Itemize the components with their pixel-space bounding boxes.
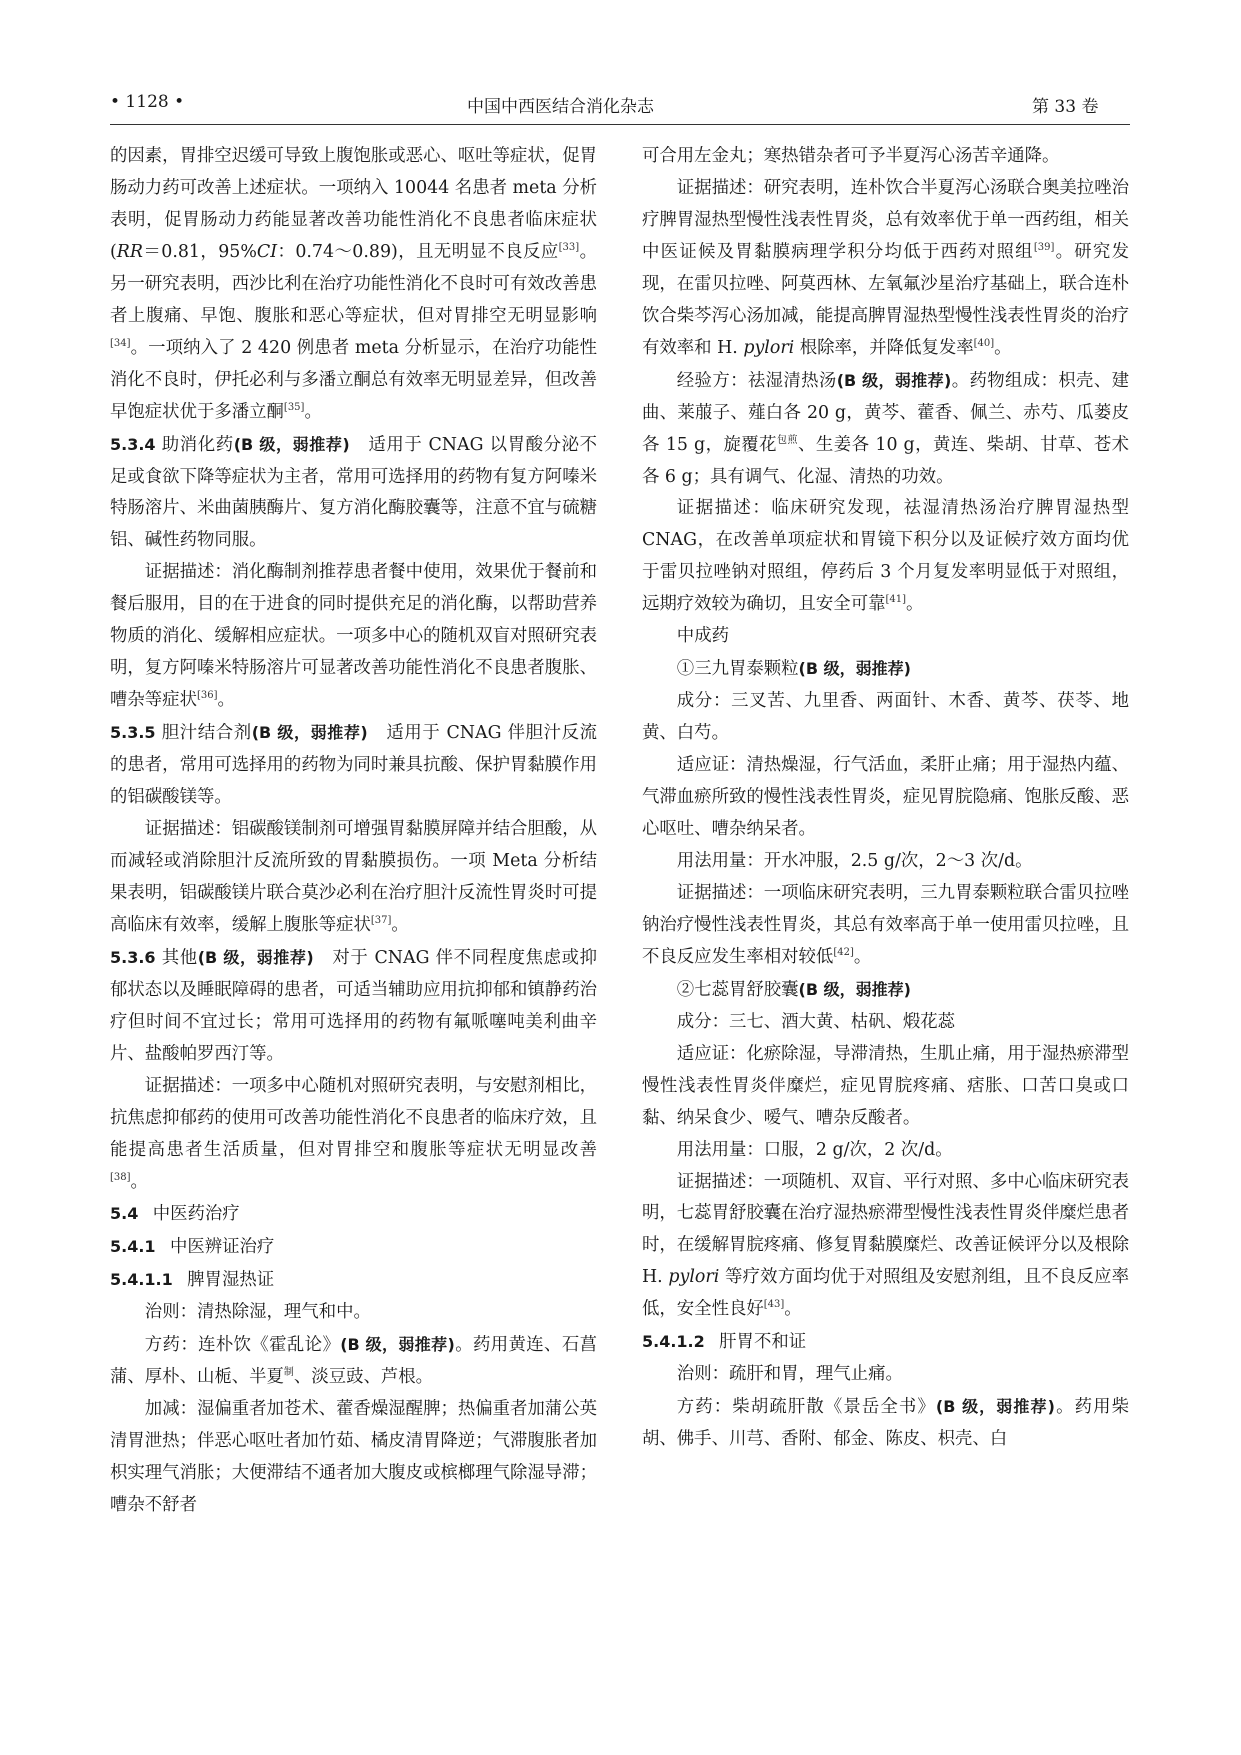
modification-notes: 加减：湿偏重者加苍术、藿香燥湿醒脾；热偏重者加蒲公英清胃泄热；伴恶心呕吐者加竹茹、橘皮清胃降逆；气滞腹胀者加枳实理气消胀；大便滞结不通者加大腹皮或槟榔理气除湿导滞；嘈杂不舒者 — [110, 1399, 597, 1516]
paragraph-bile-evidence: 证据描述：铝碳酸镁制剂可增强胃黏膜屏障并结合胆酸，从而减轻或消除胆汁反流所致的胃黏膜损伤。一项 Meta 分析结果表明，铝碳酸镁片联合莫沙必利在治疗胆汁反流性胃炎时可提高临床有效率，缓解上腹胀等症状[37]。 — [110, 819, 597, 935]
empirical-prescription: 经验方：祛湿清热汤(B 级，弱推荐)。药物组成：枳壳、建曲、莱菔子、薤白各 20 g，黄芩、藿香、佩兰、赤芍、瓜蒌皮各 15 g，旋覆花$^{包煎}$、生姜各 10 g，黄连、柴胡、甘草、苍术各 6 g；具有调气、化湿、清热的功效。 — [642, 370, 1130, 487]
right-column — [642, 141, 1129, 1456]
citation: [33] — [558, 242, 580, 254]
heading-5-4-1-2: 5.4.1.2 肝胃不和证 — [642, 1332, 807, 1353]
citation: [40] — [973, 337, 995, 349]
paragraph-prokinetic-evidence: 的因素，胃排空迟缓可导致上腹饱胀或恶心、呕吐等症状，促胃肠动力药可改善上述症状。一项纳入 10044 名患者 meta 分析表明，促胃肠动力药能显著改善功能性消化不良患者临床症状(RR＝0.81，95%CI：0.74～0.89)，且无明显不良反应[33]。另一研究表明，西沙比利在治疗功能性消化不良时可有效改善患者上腹痛、早饱、腹胀和恶心等症状，但对胃排空无明显影响[34]。一项纳入了 2 420 例患者 meta 分析显示，在治疗功能性消化不良时，伊托必利与多潘立酮总有效率无明显差异，但改善早饱症状优于多潘立酮[35]。 — [110, 146, 597, 422]
paragraph-other-evidence: 证据描述：一项多中心随机对照研究表明，与安慰剂相比，抗焦虑抑郁药的使用可改善功能性消化不良患者的临床疗效，且能提高患者生活质量，但对胃排空和腹胀等症状无明显改善[38]。 — [110, 1075, 597, 1192]
treatment-principle-2: 治则：疏肝和胃，理气止痛。 — [676, 1364, 903, 1385]
citation: [43] — [763, 1299, 785, 1311]
left-column — [110, 141, 597, 1522]
drug-sanjiu-title: ①三九胃泰颗粒(B 级，弱推荐) — [676, 659, 911, 680]
heading-5-4-1: 5.4.1 中医辨证治疗 — [110, 1237, 275, 1258]
subheading-patent-medicine: 中成药 — [676, 626, 729, 647]
drug-qirui-title: ②七蕊胃舒胶囊(B 级，弱推荐) — [676, 979, 911, 1000]
heading-5-4-1-1: 5.4.1.1 脾胃湿热证 — [110, 1270, 275, 1291]
drug-sanjiu-ingredients: 成分：三叉苦、九里香、两面针、木香、黄芩、茯苓、地黄、白芍。 — [642, 691, 1129, 744]
drug-qirui-indications: 适应证：化瘀除湿，导滞清热，生肌止痛，用于湿热瘀滞型慢性浅表性胃炎伴糜烂，症见胃脘疼痛、痞胀、口苦口臭或口黏、纳呆食少、嗳气、嘈杂反酸者。 — [642, 1043, 1129, 1128]
drug-sanjiu-indications: 适应证：清热燥湿，行气活血，柔肝止痛；用于湿热内蕴、气滞血瘀所致的慢性浅表性胃炎，症见胃脘隐痛、饱胀反酸、恶心呕吐、嘈杂纳呆者。 — [642, 755, 1129, 840]
paragraph-digestive-evidence: 证据描述：消化酶制剂推荐患者餐中使用，效果优于餐前和餐后服用，目的在于进食的同时提供充足的消化酶，以帮助营养物质的消化、缓解相应症状。一项多中心的随机双盲对照研究表明，复方阿嗪米特肠溶片可显著改善功能性消化不良患者腹胀、嘈杂等症状[36]。 — [110, 562, 597, 711]
drug-qirui-evidence: 证据描述：一项随机、双盲、平行对照、多中心临床研究表明，七蕊胃舒胶囊在治疗湿热瘀滞型慢性浅表性胃炎伴糜烂患者时，在缓解胃脘疼痛、修复胃黏膜糜烂、改善证候评分以及根除 H. pylori 等疗效方面均优于对照组及安慰剂组，且不良反应率低，安全性良好[43]。 — [642, 1171, 1129, 1320]
header-rule — [110, 124, 1130, 125]
section-5-3-4: 5.3.4 助消化药(B 级，弱推荐) 适用于 CNAG 以胃酸分泌不足或食欲下降等症状为主者，常用可选择用的药物有复方阿嗪米特肠溶片、米曲菌胰酶片、复方消化酶胶囊等，注意不宜与硫糖铝、碱性药物同服。 — [110, 434, 597, 551]
running-header — [110, 90, 1130, 118]
citation: [34] — [110, 337, 131, 349]
drug-sanjiu-evidence: 证据描述：一项临床研究表明，三九胃泰颗粒联合雷贝拉唑钠治疗慢性浅表性胃炎，其总有效率高于单一使用雷贝拉唑，且不良反应发生率相对较低[42]。 — [642, 882, 1129, 967]
citation: [41] — [885, 594, 907, 606]
continued-text: 可合用左金丸；寒热错杂者可予半夏泻心汤苦辛通降。 — [642, 146, 1060, 166]
drug-sanjiu-dosage: 用法用量：开水冲服，2.5 g/次，2～3 次/d。 — [676, 850, 1033, 871]
section-5-3-5: 5.3.5 胆汁结合剂(B 级，弱推荐) 适用于 CNAG 伴胆汁反流的患者，常用可选择用的药物为同时兼具抗酸、保护胃黏膜作用的铝碳酸镁等。 — [110, 723, 597, 808]
volume-label: 第 33 卷 — [1032, 97, 1099, 117]
citation: [36] — [196, 690, 218, 702]
heading-5-4: 5.4 中医药治疗 — [110, 1204, 240, 1225]
section-5-3-6: 5.3.6 其他(B 级，弱推荐) 对于 CNAG 伴不同程度焦虑或抑郁状态以及睡眠障碍的患者，可适当辅助应用抗抑郁和镇静药治疗但时间不宜过长；常用可选择用的药物有氟哌噻吨美利曲辛片、盐酸帕罗西汀等。 — [110, 947, 597, 1064]
citation: [38] — [110, 1171, 131, 1183]
prescription-chaihu: 方药：柴胡疏肝散《景岳全书》(B 级，弱推荐)。药用柴胡、佛手、川芎、香附、郁金、陈皮、枳壳、白 — [642, 1397, 1129, 1450]
journal-title: 中国中西医结合消化杂志 — [467, 97, 654, 117]
drug-qirui-dosage: 用法用量：口服，2 g/次，2 次/d。 — [676, 1139, 953, 1160]
citation: [42] — [833, 947, 854, 959]
citation: [37] — [370, 915, 392, 927]
paragraph-qushi-evidence: 证据描述：临床研究发现，祛湿清热汤治疗脾胃湿热型 CNAG，在改善单项症状和胃镜下积分以及证候疗效方面均优于雷贝拉唑钠对照组，停药后 3 个月复发率明显低于对照组，远期疗效较为确切，且安全可靠[41]。 — [642, 498, 1129, 615]
drug-qirui-ingredients: 成分：三七、酒大黄、枯矾、煅花蕊 — [676, 1011, 956, 1032]
treatment-principle: 治则：清热除湿，理气和中。 — [144, 1302, 371, 1323]
prescription-lianpuyin: 方药：连朴饮《霍乱论》(B 级，弱推荐)。药用黄连、石菖蒲、厚朴、山栀、半夏$^制$、淡豆豉、芦根。 — [110, 1335, 597, 1388]
page-number: • 1128 • — [110, 92, 185, 112]
citation: [39] — [1033, 242, 1055, 254]
citation: [35] — [283, 401, 305, 413]
paragraph-lianpuyin-evidence: 证据描述：研究表明，连朴饮合半夏泻心汤联合奥美拉唑治疗脾胃湿热型慢性浅表性胃炎，总有效率优于单一西药组，相关中医证候及胃黏膜病理学积分均低于西药对照组[39]。研究发现，在雷贝拉唑、阿莫西林、左氧氟沙星治疗基础上，联合连朴饮合柴芩泻心汤加减，能提高脾胃湿热型慢性浅表性胃炎的治疗有效率和 H. pylori 根除率，并降低复发率[40]。 — [642, 177, 1129, 358]
